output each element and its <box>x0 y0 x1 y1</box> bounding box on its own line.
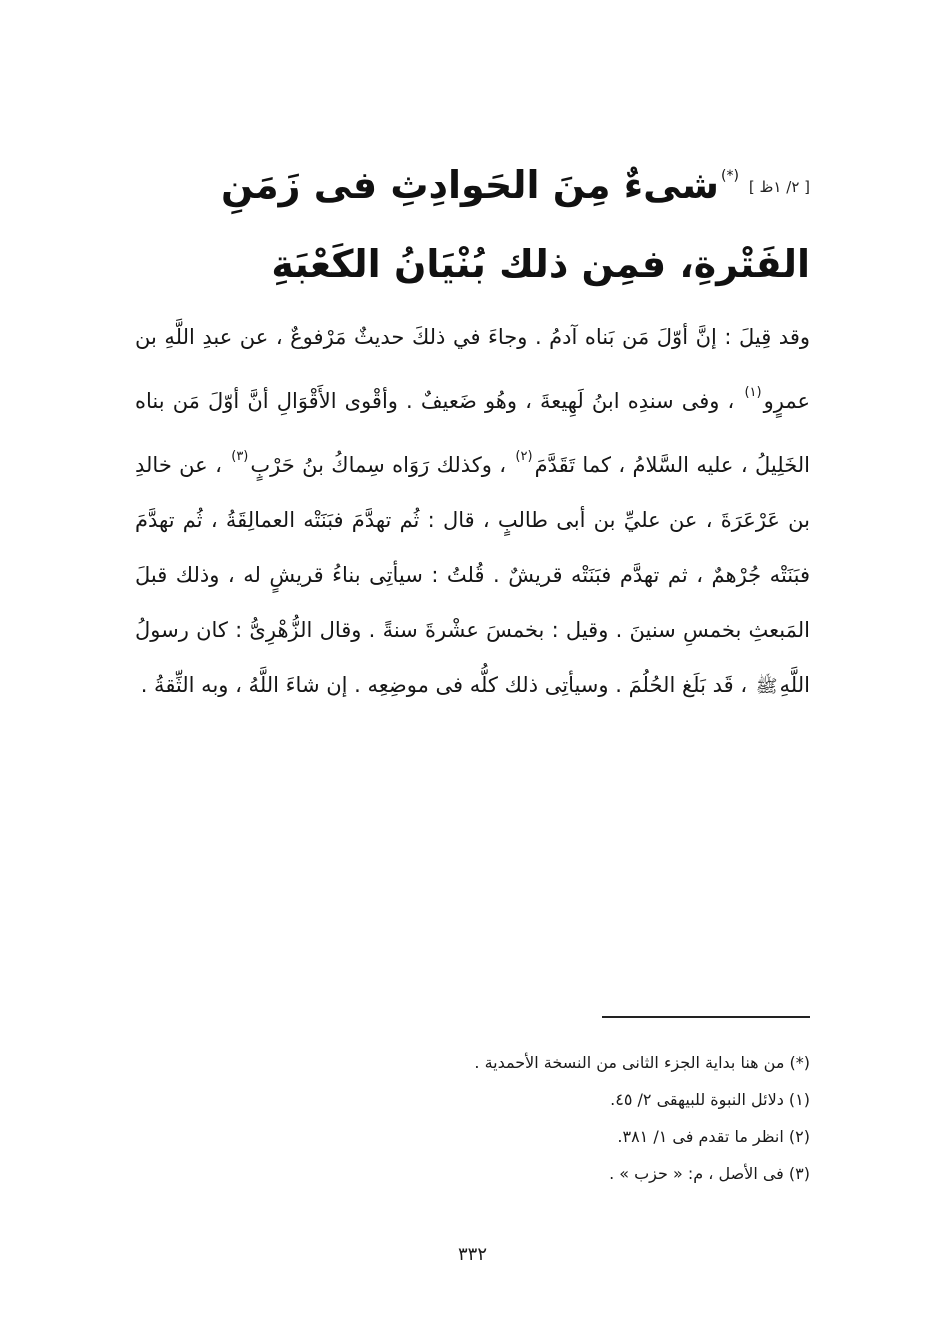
body-text-segment: ، قَد بَلَغ الحُلُمَ . وسيأتِى ذلك كلُّه فى موضِعِه . إن شاءَ اللَّهُ ، وبه الثِّقةُ . <box>140 673 754 697</box>
body-text-segment: ، وفى سندِه ابنُ لَهِيعةَ ، وهُو ضَعيفٌ . وأقْوى الأَقْوَالِ أنَّ أوّلَ مَن بناه الخَلِيلُ ، عليه السَّلامُ ، كما تَقَدَّمَ <box>135 389 810 477</box>
manuscript-folio-marker: [ ٢/ ١ظ ] <box>748 178 810 197</box>
page-number: ٣٣٢ <box>457 1244 487 1265</box>
body-text-segment: ، عن خالدِ بن عَرْعَرَةَ ، عن عليِّ بن أبى طالبٍ ، قال : ثُم تهدَّمَ فبَنَتْه العمالِقَةُ ، ثُم تهدَّمَ فبَنَتْه جُرْهمٌ ، ثم تهدَّم فبَنَتْه قريشٌ . قُلتُ : سيأتِى بناءُ قريشٍ له ، وذلك قبلَ المَبعثِ بخمسِ سنينَ . وقيل : بخمسَ عشْرةَ سنةً . وقال الزُّهْرِىُّ : كان رسولُ اللَّهِ <box>135 453 810 697</box>
footnote-item: (٣) فى الأصل ، م: « حزب » . <box>609 1164 810 1183</box>
footnote-item: (١) دلائل النبوة للبيهقى ٢/ ٤٥. <box>610 1090 810 1109</box>
footnote-ref-3[interactable]: (٣) <box>231 449 249 464</box>
heading-text-line-2: الفَتْرةِ، فمِن ذلك بُنْيَانُ الكَعْبَةِ <box>271 242 810 287</box>
body-text-segment: ، وكذلك رَوَاه سِماكُ بنُ حَرْبٍ <box>250 453 514 477</box>
pbuh-ligature: ﷺ <box>755 676 778 697</box>
heading-footnote-marker[interactable]: (*) <box>720 168 739 185</box>
body-text-segment: وقد قِيلَ : إنَّ أوّلَ مَن بَناه آدمُ . وجاءَ في ذلكَ حديثٌ مَرْفوعٌ ، عن عبدِ اللَّهِ بن عمرٍو <box>135 325 810 413</box>
footnote-item: (٢) انظر ما تقدم فى ١/ ٣٨١. <box>617 1127 810 1146</box>
chapter-heading-line-2 <box>135 239 810 289</box>
footnotes-list <box>135 1044 810 1192</box>
footnote-separator <box>602 1016 810 1018</box>
body-paragraph <box>135 310 810 714</box>
chapter-heading-line-1 <box>135 151 810 212</box>
footnote-ref-1[interactable]: (١) <box>744 385 762 400</box>
heading-text-line-1: شىءٌ مِنَ الحَوادِثِ فى زَمَنِ <box>220 163 719 208</box>
footnote-item: (*) من هنا بداية الجزء الثانى من النسخة الأحمدية . <box>474 1053 810 1072</box>
footnote-ref-2[interactable]: (٢) <box>515 449 533 464</box>
